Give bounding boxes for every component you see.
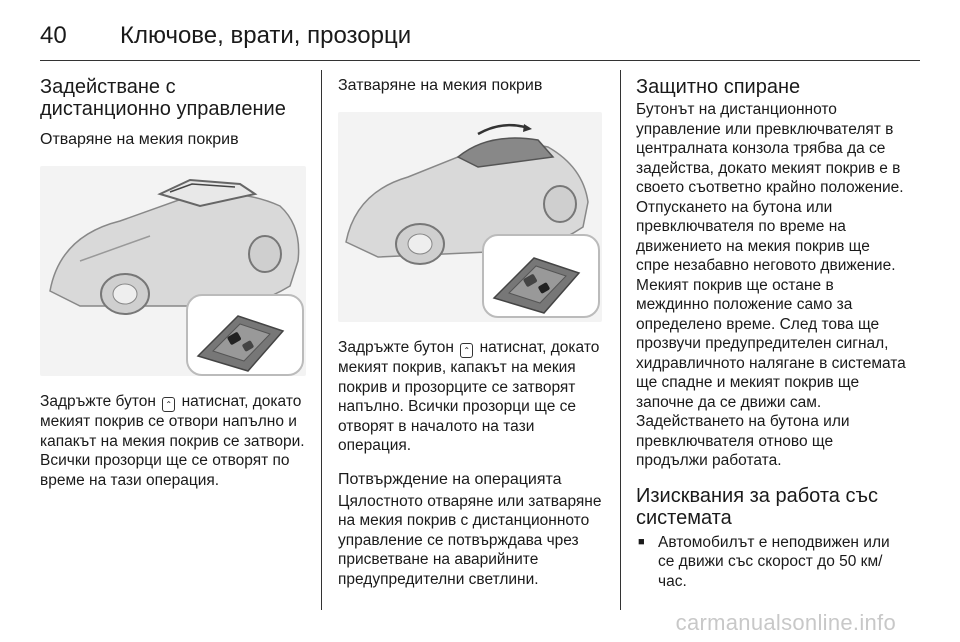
key-fob-image [188, 296, 302, 374]
roof-close-button-icon: ⌃ [460, 343, 473, 358]
subheading-confirmation: Потвърждение на операцията [338, 470, 562, 488]
page-title: Ключове, врати, прозорци [120, 22, 412, 49]
column-3 [636, 76, 906, 591]
key-fob-image-2 [484, 236, 598, 316]
watermark-text: carmanualsonline.info [675, 610, 896, 635]
section-heading-remote: Задействане с дистанционно управление [40, 76, 286, 120]
header-divider [40, 60, 920, 61]
remote-key-inset [186, 294, 304, 376]
section-heading-requirements: Изисквания за работа със системата [636, 484, 878, 529]
roof-button-icon: ⌃ [162, 397, 175, 412]
close-roof-instructions: Задръжте бутон ⌃ натиснат, докато мекият покрив, капакът на мекия покрив и прозорците се затворят напълно. Всички прозорци ще се отворят в началото на тази операция. [338, 339, 600, 454]
close-roof-illustration [338, 112, 602, 322]
remote-key-inset-2 [482, 234, 600, 318]
open-roof-illustration [40, 166, 306, 376]
column-1 [40, 76, 306, 504]
subheading-open-roof: Отваряне на мекия покрив [40, 131, 239, 148]
section-heading-safety-stop: Защитно спиране [636, 76, 801, 98]
subheading-close-roof: Затваряне на мекия покрив [338, 77, 543, 94]
list-item: ■ Автомобилът е неподвижен или се движи със скорост до 50 км/час. [636, 533, 906, 592]
column-2 [338, 76, 604, 603]
page-number: 40 [40, 22, 67, 49]
column-divider-2 [620, 70, 621, 610]
safety-stop-text: Бутонът на дистанционното управление или превключвателят в централната конзола трябва да се задейства, докато мекият покрив е в своето съответно крайно положение. Отпускането на бутона или превключвателя по време на движението на мекия покрив ще спре незабавно неговото движение. Мекият покрив ще остане в междинно положение само за определено време. След това ще прозвучи предупредителен сигнал, хидравличното налягане в системата ще спадне и мекият покрив ще започне да се движи сам. Задействането на бутона или превключвателя отново ще продължи работата. [636, 101, 906, 469]
confirmation-text: Цялостното отваряне или затваряне на мекия покрив с дистанционното управление се потвърждава чрез присветване на аварийните предупредителни светлини. [338, 492, 602, 588]
page-header [40, 16, 411, 56]
requirements-list [636, 533, 906, 592]
open-roof-instructions: Задръжте бутон ⌃ натиснат, докато мекият покрив се отвори напълно и капакът на мекия покрив се затвори. Всички прозорци ще се отворят по време на тази операция. [40, 393, 305, 489]
column-divider-1 [321, 70, 322, 610]
